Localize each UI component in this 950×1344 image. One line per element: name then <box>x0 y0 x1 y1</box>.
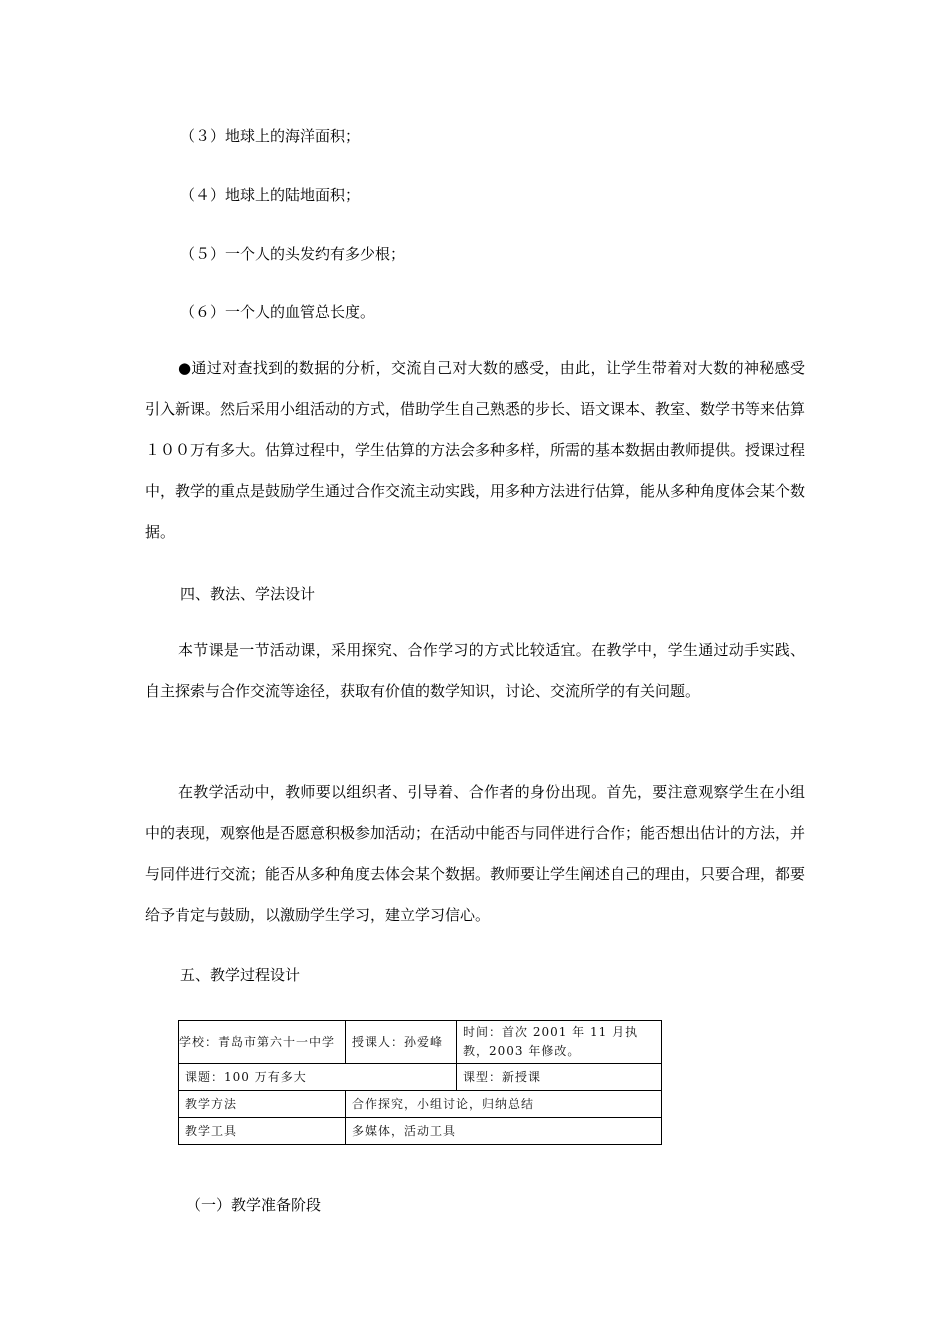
tools-value-cell: 多媒体，活动工具 <box>346 1118 662 1145</box>
table-row <box>179 1118 662 1145</box>
teacher-cell: 授课人：孙爱峰 <box>346 1021 457 1064</box>
method-label-cell: 教学方法 <box>179 1091 346 1118</box>
time-cell: 时间：首次 2001 年 11 月执教，2003 年修改。 <box>457 1021 662 1064</box>
paragraph-teacher-role: 在教学活动中，教师要以组织者、引导着、合作者的身份出现。首先，要注意观察学生在小组中的表现，观察他是否愿意积极参加活动；在活动中能否与同伴进行合作；能否想出估计的方法，并与同伴进行交流；能否从多种角度去体会某个数据。教师要让学生阐述自己的理由，只要合理，都要给予肯定与鼓励，以激励学生学习，建立学习信心。 <box>145 783 806 924</box>
table-row <box>179 1064 662 1091</box>
list-item-6: （６）一个人的血管总长度。 <box>180 303 376 321</box>
lesson-info-table <box>178 1020 662 1145</box>
school-cell: 学校：青岛市第六十一中学 <box>179 1021 346 1064</box>
topic-cell: 课题：100 万有多大 <box>179 1064 457 1091</box>
lesson-type-cell: 课型：新授课 <box>457 1064 662 1091</box>
list-item-3: （３）地球上的海洋面积； <box>180 127 361 145</box>
tools-label-cell: 教学工具 <box>179 1118 346 1145</box>
list-item-5: （５）一个人的头发约有多少根； <box>180 245 406 263</box>
table-row <box>179 1021 662 1064</box>
table-row <box>179 1091 662 1118</box>
section-heading-methods: 四、教法、学法设计 <box>180 585 316 603</box>
section-heading-process: 五、教学过程设计 <box>180 966 301 984</box>
list-item-4: （４）地球上的陆地面积； <box>180 186 361 204</box>
subsection-heading-preparation: （一）教学准备阶段 <box>186 1196 322 1214</box>
paragraph-estimation: ●通过对查找到的数据的分析，交流自己对大数的感受，由此，让学生带着对大数的神秘感受引入新课。然后采用小组活动的方式，借助学生自己熟悉的步长、语文课本、教室、数学书等来估算１００万有多大。估算过程中，学生估算的方法会多种多样，所需的基本数据由教师提供。授课过程中，教学的重点是鼓励学生通过合作交流主动实践，用多种方法进行估算，能从多种角度体会某个数据。 <box>145 359 806 541</box>
method-value-cell: 合作探究，小组讨论，归纳总结 <box>346 1091 662 1118</box>
paragraph-activity-lesson: 本节课是一节活动课，采用探究、合作学习的方式比较适宜。在教学中，学生通过动手实践、自主探索与合作交流等途径，获取有价值的数学知识，讨论、交流所学的有关问题。 <box>145 641 805 700</box>
